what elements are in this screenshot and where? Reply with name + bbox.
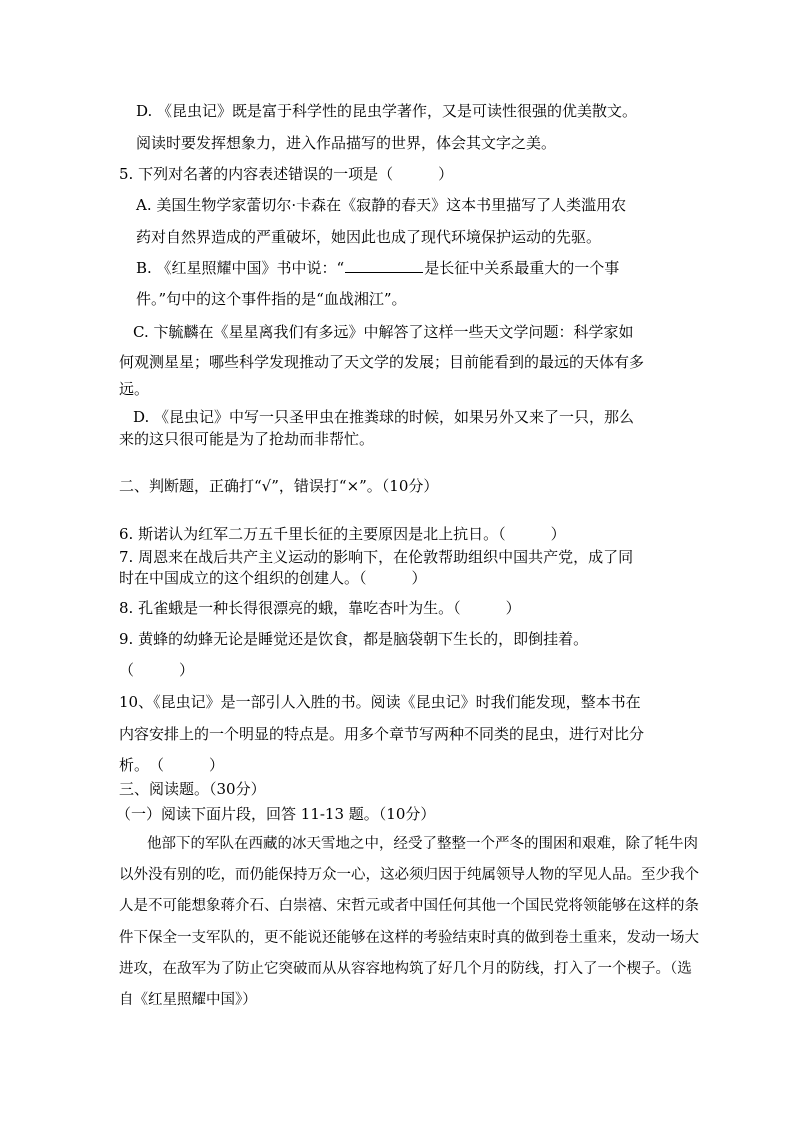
section2-heading: 二、判断题，正确打“√”，错误打“×”。（10分） (119, 477, 439, 495)
q5-option-b-post: 是长征中关系最重大的一个事 (424, 259, 620, 277)
q6: 6. 斯诺认为红军二万五千里长征的主要原因是北上抗日。（ ） (119, 525, 566, 543)
q10-line3: 析。 （ ） (119, 756, 225, 774)
q5-option-a-line1: A. 美国生物学家蕾切尔·卡森在《寂静的春天》这本书里描写了人类滥用农 (136, 196, 627, 214)
section3-part1-heading: （一）阅读下面片段，回答 11-13 题。（10分） (116, 805, 436, 823)
q5-option-c-line1: C. 卞毓麟在《星星离我们有多远》中解答了这样一些天文学问题：科学家如 (133, 323, 634, 341)
q5-option-c-line2: 何观测星星；哪些科学发现推动了天文学的发展；目前能看到的最远的天体有多 (119, 353, 645, 371)
passage-line5: 进攻，在敌军为了防止它突破而从从容容地构筑了好几个月的防线，打入了一个楔子。（选 (119, 961, 692, 977)
q9-line1: 9. 黄蜂的幼蜂无论是睡觉还是饮食，都是脑袋朝下生长的，即倒挂着。 (119, 630, 589, 648)
q5-option-b-line1 (136, 258, 619, 278)
q4-option-d-line1: D. 《昆虫记》既是富于科学性的昆虫学著作，又是可读性很强的优美散文。 (136, 102, 638, 120)
passage-line1: 他部下的军队在西藏的冰天雪地之中，经受了整整一个严冬的围困和艰难，除了牦牛肉 (147, 836, 698, 852)
passage-line6: 自《红星照耀中国》） (119, 992, 257, 1008)
q7-line1: 7. 周恩来在战后共产主义运动的影响下，在伦敦帮助组织中国共产党，成了同 (119, 548, 634, 566)
q7-line2: 时在中国成立的这个组织的创建人。（ ） (119, 569, 427, 587)
q10-line2: 内容安排上的一个明显的特点是。用多个章节写两种不同类的昆虫，进行对比分 (119, 725, 645, 743)
passage-line2: 以外没有别的吃，而仍能保持万众一心，这必须归因于纯属领导人物的罕见人品。至少我个 (119, 867, 699, 883)
q4-option-d-line2: 阅读时要发挥想象力，进入作品描写的世界，体会其文字之美。 (136, 134, 557, 152)
q5-option-b-line2: 件。”句中的这个事件指的是“血战湘江”。 (136, 290, 407, 308)
q8: 8. 孔雀蛾是一种长得很漂亮的蛾，靠吃杏叶为生。（ ） (119, 599, 521, 617)
q10-line1: 10、《昆虫记》是一部引人入胜的书。阅读《昆虫记》时我们能发现，整本书在 (119, 693, 641, 711)
q5-option-c-line3: 远。 (119, 380, 150, 398)
passage-line3: 人是不可能想象蒋介石、白崇禧、宋哲元或者中国任何其他一个国民党将领能够在这样的条 (119, 898, 699, 914)
q5-option-b-pre: B. 《红星照耀中国》书中说：“ (136, 259, 345, 277)
q5-option-d-line1: D. 《昆虫记》中写一只圣甲虫在推粪球的时候，如果另外又来了一只，那么 (133, 408, 635, 426)
section3-heading: 三、阅读题。（30分） (119, 780, 266, 798)
passage-line4: 件下保全一支军队的，更不能说还能够在这样的考验结束时真的做到卷土重来，发动一场大 (119, 930, 699, 946)
q5-stem: 5. 下列对名著的内容表述错误的一项是（ ） (119, 165, 454, 183)
q5-option-d-line2: 来的这只很可能是为了抢劫而非帮忙。 (119, 430, 375, 448)
q5-option-a-line2: 药对自然界造成的严重破坏，她因此也成了现代环境保护运动的先驱。 (136, 228, 602, 246)
q9-line2: （ ） (119, 661, 195, 679)
answer-blank (345, 258, 423, 273)
